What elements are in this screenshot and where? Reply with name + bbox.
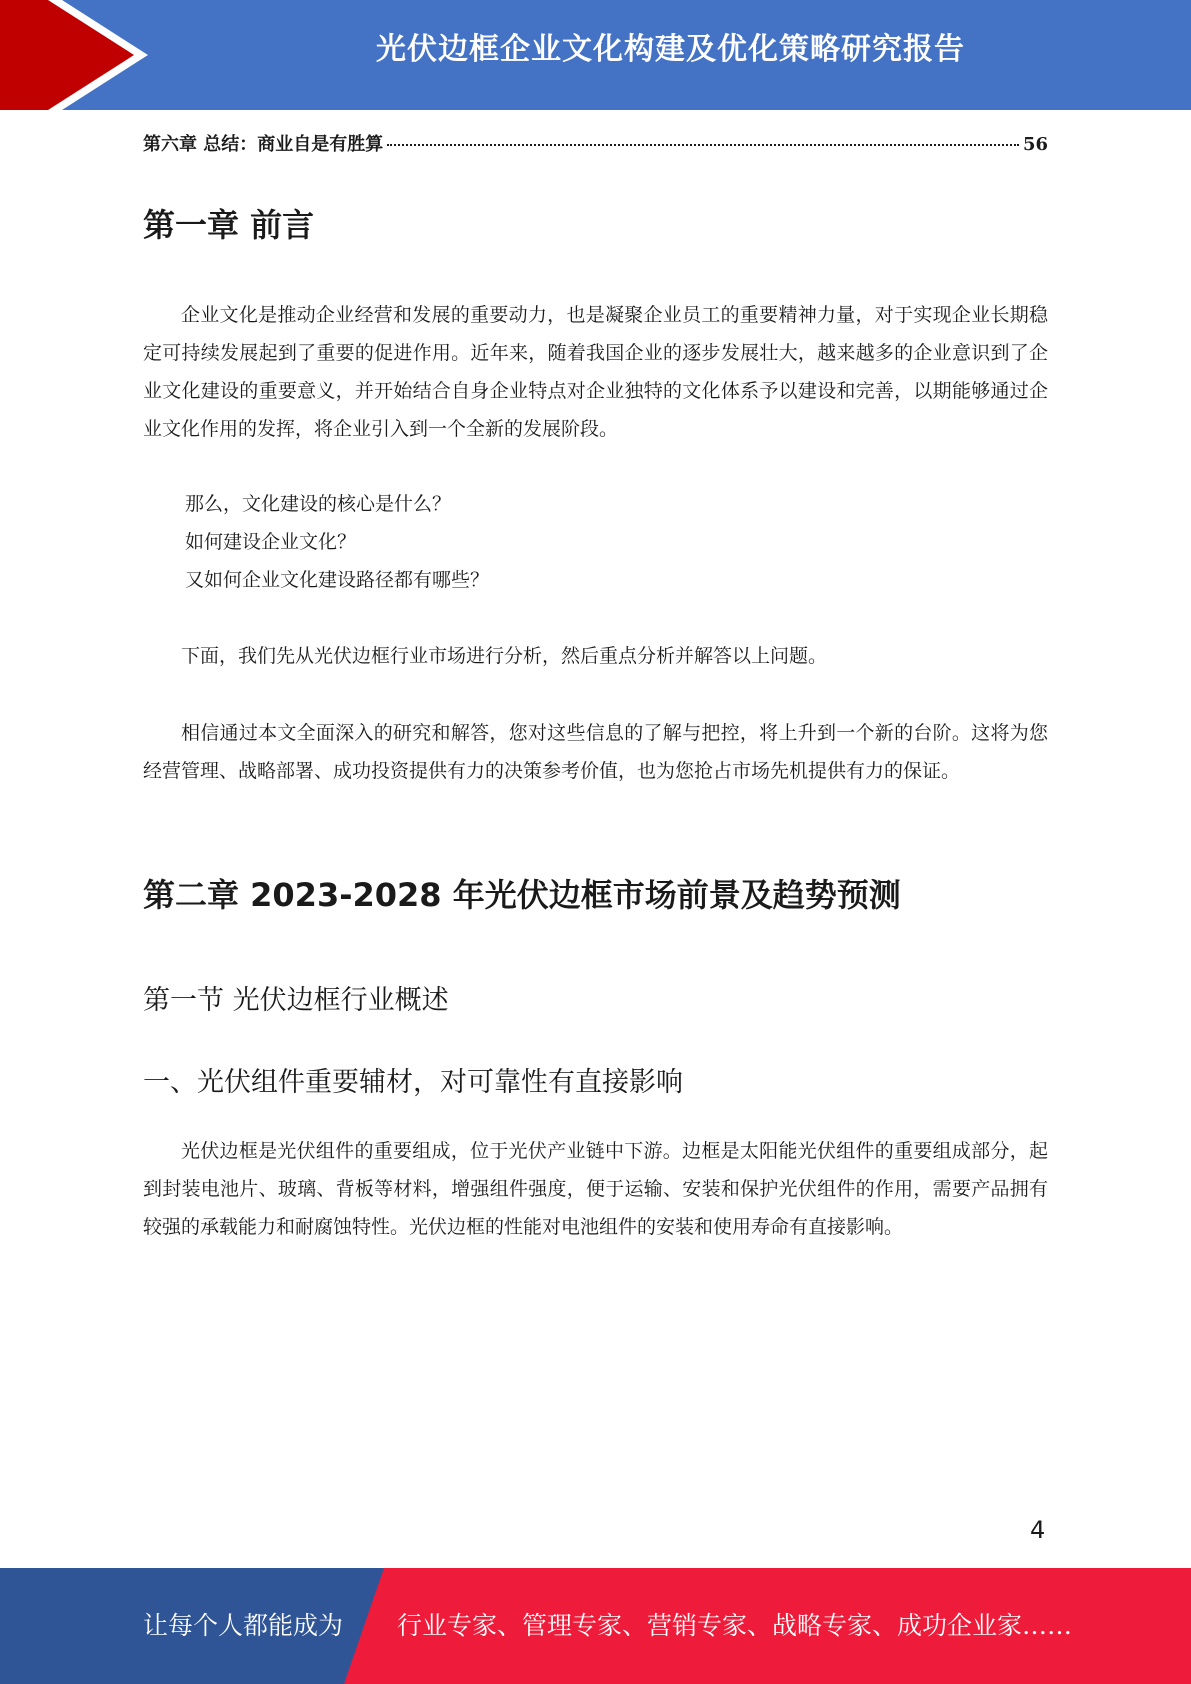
chapter-2-paragraph-1: 光伏边框是光伏组件的重要组成，位于光伏产业链中下游。边框是太阳能光伏组件的重要组成部分，起到封装电池片、玻璃、背板等材料，增强组件强度，便于运输、安装和保护光伏组件的作用，需要产品拥有较强的承载能力和耐腐蚀特性。光伏边框的性能对电池组件的安装和使用寿命有直接影响。 — [143, 1140, 1048, 1238]
footer-slogan-right: 行业专家、管理专家、营销专家、战略专家、成功企业家…… — [397, 1611, 1073, 1640]
chapter-1-paragraph-1: 企业文化是推动企业经营和发展的重要动力，也是凝聚企业员工的重要精神力量，对于实现企业长期稳定可持续发展起到了重要的促进作用。近年来，随着我国企业的逐步发展壮大，越来越多的企业意识到了企业文化建设的重要意义，并开始结合自身企业特点对企业独特的文化体系予以建设和完善，以期能够通过企业文化作用的发挥，将企业引入到一个全新的发展阶段。 — [143, 304, 1048, 440]
chapter-1-heading: 第一章 前言 — [143, 206, 315, 244]
subsection-1-heading: 一、光伏组件重要辅材，对可靠性有直接影响 — [143, 1067, 683, 1098]
footer-slogan-left: 让每个人都能成为 — [143, 1611, 344, 1640]
chapter-1-paragraph-3: 相信通过本文全面深入的研究和解答，您对这些信息的了解与把控，将上升到一个新的台阶。这将为您经营管理、战略部署、成功投资提供有力的决策参考价值，也为您抢占市场先机提供有力的保证。 — [143, 722, 1048, 782]
section-1-heading: 第一节 光伏边框行业概述 — [143, 985, 449, 1016]
toc-entry[interactable] — [143, 130, 1048, 156]
page-header — [0, 0, 1191, 110]
report-title: 光伏边框企业文化构建及优化策略研究报告 — [376, 32, 965, 67]
chapter-1-paragraph-2: 下面，我们先从光伏边框行业市场进行分析，然后重点分析并解答以上问题。 — [181, 645, 828, 667]
header-chevron-red — [0, 0, 134, 110]
page-number: 4 — [1030, 1516, 1046, 1544]
question-line-3: 又如何企业文化建设路径都有哪些？ — [185, 569, 490, 591]
question-line-1: 那么，文化建设的核心是什么？ — [185, 493, 452, 515]
toc-entry-title: 第六章 总结：商业自是有胜算 — [143, 134, 384, 155]
toc-leader-dots — [387, 144, 1019, 146]
toc-entry-page: 56 — [1022, 134, 1048, 155]
page-footer — [0, 1568, 1191, 1684]
question-line-2: 如何建设企业文化？ — [185, 531, 357, 553]
chapter-2-heading: 第二章 2023-2028 年光伏边框市场前景及趋势预测 — [143, 876, 901, 914]
